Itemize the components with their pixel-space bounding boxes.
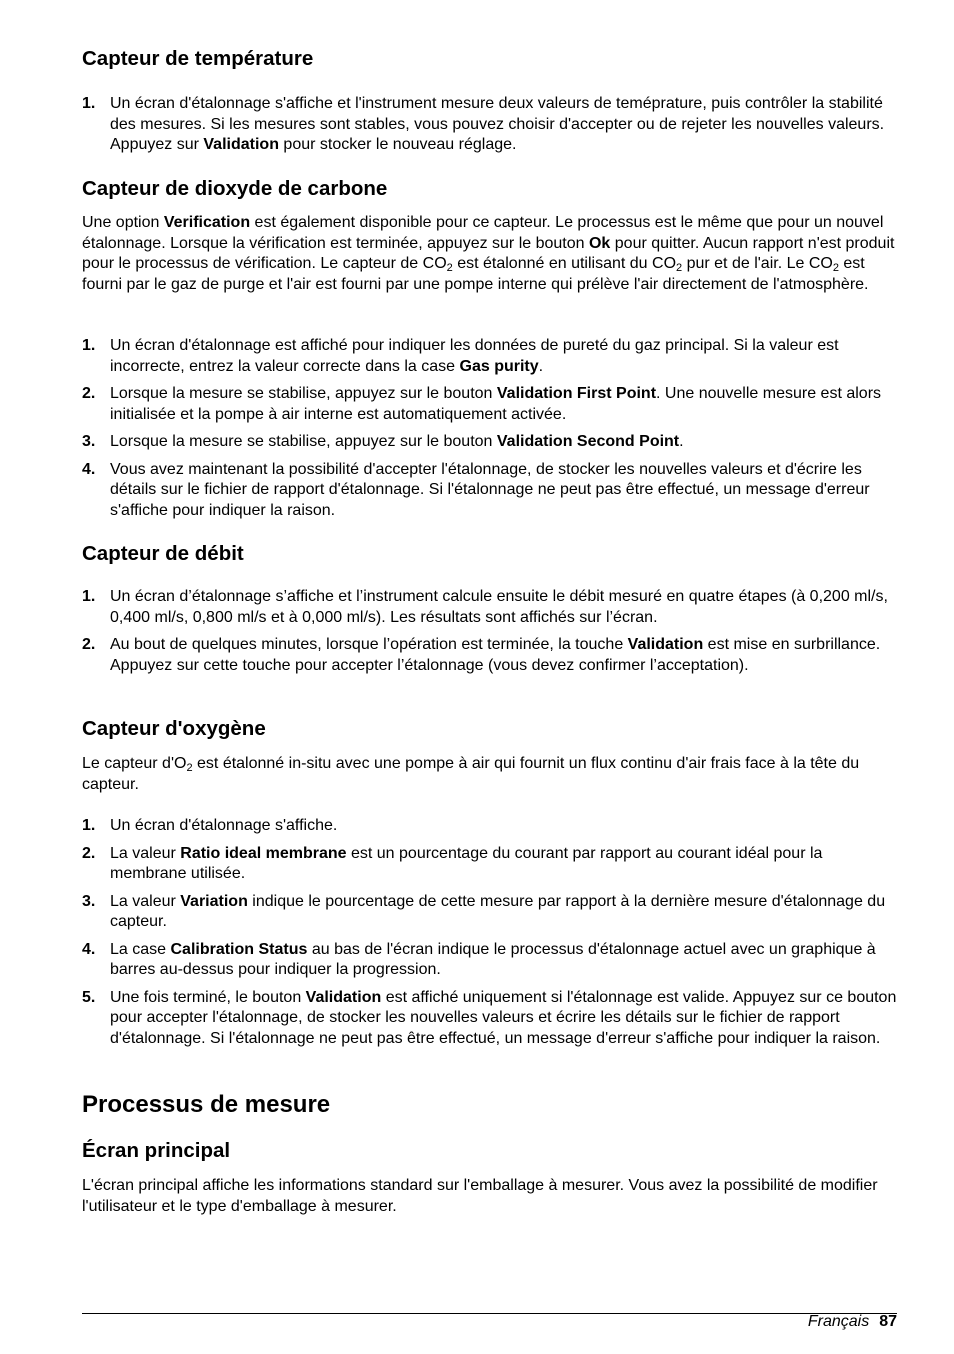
co2-intro: Une option Verification est également disponible pour ce capteur. Le processus est le même que pour un nouvel étalonnage. Lorsque la vérification est terminée, appuyez sur le bouton Ok pour quitter. Aucun rapport n'est produit pour le processus de vérification. Le capteur de $CO_2$ est étalonné en utilisant du $CO_2$ pur et de l'air. Le $CO_2$ est fourni par le gaz de purge et l'air est fourni par une pompe interne qui prélève l'air directement de l'atmosphère. [82, 214, 895, 293]
list-item [82, 384, 897, 425]
footer-rule [82, 1313, 897, 1314]
heading-processus: Processus de mesure [82, 1091, 331, 1118]
co2-steps [82, 336, 897, 528]
step-text: Un écran d'étalonnage s'affiche et l'instrument mesure deux valeurs de teméprature, puis contrôler la stabilité des mesures. Si les mesures sont stables, vous pouvez choisir d'accepter ou de rejeter les nouvelles valeurs. Appuyez sur [110, 95, 885, 153]
step-bold-term: Gas purity [459, 357, 539, 375]
debit-steps [82, 587, 897, 683]
step-text: Lorsque la mesure se stabilise, appuyez sur le bouton [110, 385, 497, 402]
list-item [82, 460, 897, 522]
list-item [82, 892, 897, 933]
list-item [82, 336, 897, 377]
step-bold-term: Validation [627, 636, 704, 653]
heading-co2: Capteur de dioxyde de carbone [82, 177, 388, 200]
list-item [82, 94, 897, 156]
step-text: Un écran d’étalonnage s’affiche et l’instrument calcule ensuite le débit mesuré en quatre étapes (à 0,200 ml/s, 0,400 ml/s, 0,800 ml/s et à 0,000 ml/s). Les résultats sont affichés sur l’écran. [110, 588, 888, 626]
step-bold-term: Validation Second Point [496, 433, 680, 450]
step-text-end: indique le pourcentage de cette mesure par rapport à la dernière mesure d'étalonnage du capteur. [110, 892, 886, 930]
step-number: 1. [82, 588, 96, 605]
list-item [82, 587, 897, 628]
step-number: 5. [82, 988, 96, 1006]
step-text: Au bout de quelques minutes, lorsque l’opération est terminée, la touche [110, 636, 628, 653]
step-number: 4. [82, 940, 96, 958]
oxygen-intro: Le capteur $d'O_2$ est étalonné in-situ avec une pompe à air qui fournit un flux continu d'air frais face à la tête du capteur. [82, 755, 860, 793]
step-text-end: est mise en surbrillance. Appuyez sur cette touche pour accepter l’étalonnage (vous devez confirmer l’acceptation). [110, 636, 881, 674]
step-text: Un écran d'étalonnage est affiché pour indiquer les données de pureté du gaz principal. Si la valeur est incorrecte, entrez la valeur correcte dans la case [110, 337, 839, 375]
step-number: 3. [82, 892, 96, 910]
heading-ecran: Écran principal [82, 1139, 231, 1162]
step-text: La case [110, 940, 171, 958]
step-bold-term: Validation [203, 136, 279, 153]
step-number: 1. [82, 337, 96, 354]
step-text: Une fois terminé, le bouton [110, 988, 306, 1006]
list-item [82, 940, 897, 981]
step-number: 3. [82, 433, 96, 450]
step-bold-term: Calibration Status [170, 940, 308, 958]
list-item [82, 988, 897, 1050]
step-text: La valeur [110, 844, 181, 862]
page-number: 87 [879, 1313, 897, 1330]
step-text-end: au bas de l'écran indique le processus d'étalonnage actuel avec un graphique à barres au-dessus pour indiquer la progression. [110, 940, 876, 978]
step-text-end: pour stocker le nouveau réglage. [278, 136, 517, 153]
step-text: Lorsque la mesure se stabilise, appuyez sur le bouton [110, 433, 497, 450]
heading-oxygen: Capteur d'oxygène [82, 717, 266, 740]
ecran-text: L'écran principal affiche les informations standard sur l'emballage à mesurer. Vous avez la possibilité de modifier l'utilisateur et le type d'emballage à mesurer. [82, 1177, 878, 1215]
step-bold-term: Variation [180, 892, 248, 910]
heading-debit: Capteur de débit [82, 542, 244, 565]
step-text-end: . [538, 357, 544, 375]
step-number: 2. [82, 636, 96, 653]
step-text-end: est un pourcentage du courant par rapport au courant idéal pour la membrane utilisée. [110, 844, 823, 882]
step-number: 1. [82, 817, 96, 834]
oxygen-steps [82, 816, 897, 1056]
list-item [82, 844, 897, 885]
step-number: 4. [82, 460, 96, 478]
step-number: 2. [82, 385, 96, 402]
footer [808, 1312, 897, 1333]
footer-language: Français [807, 1313, 870, 1330]
list-item [82, 432, 897, 453]
step-bold-term: Ratio ideal membrane [180, 844, 347, 862]
list-item [82, 816, 897, 837]
step-number: 2. [82, 844, 96, 862]
list-item [82, 635, 897, 676]
step-text-end: est affiché uniquement si l'étalonnage est valide. Appuyez sur ce bouton pour accepter l'étalonnage, de stocker les nouvelles valeurs et écrire les détails sur le fichier de rapport d'étalonnage. Si l'étalonnage ne peut pas être effectué, un message d'erreur s'affiche pour indiquer la raison. [110, 988, 897, 1047]
step-bold-term: Validation First Point [496, 385, 657, 402]
step-text: Vous avez maintenant la possibilité d'accepter l'étalonnage, de stocker les nouvelles valeurs et d'écrire les détails sur le fichier de rapport d'étalonnage. Si l'étalonnage ne peut pas être effectué, un message d'erreur s'affiche pour indiquer la raison. [110, 460, 870, 519]
temperature-steps [82, 94, 897, 163]
step-bold-term: Validation [305, 988, 382, 1006]
step-text: La valeur [110, 892, 181, 910]
step-text: Un écran d'étalonnage s'affiche. [110, 817, 338, 834]
heading-temperature: Capteur de température [82, 47, 314, 70]
step-text-end: . [679, 433, 684, 450]
step-text-end: . Une nouvelle mesure est alors initialisée et la pompe à air interne est automatiquement activée. [110, 385, 882, 423]
step-number: 1. [82, 95, 96, 112]
